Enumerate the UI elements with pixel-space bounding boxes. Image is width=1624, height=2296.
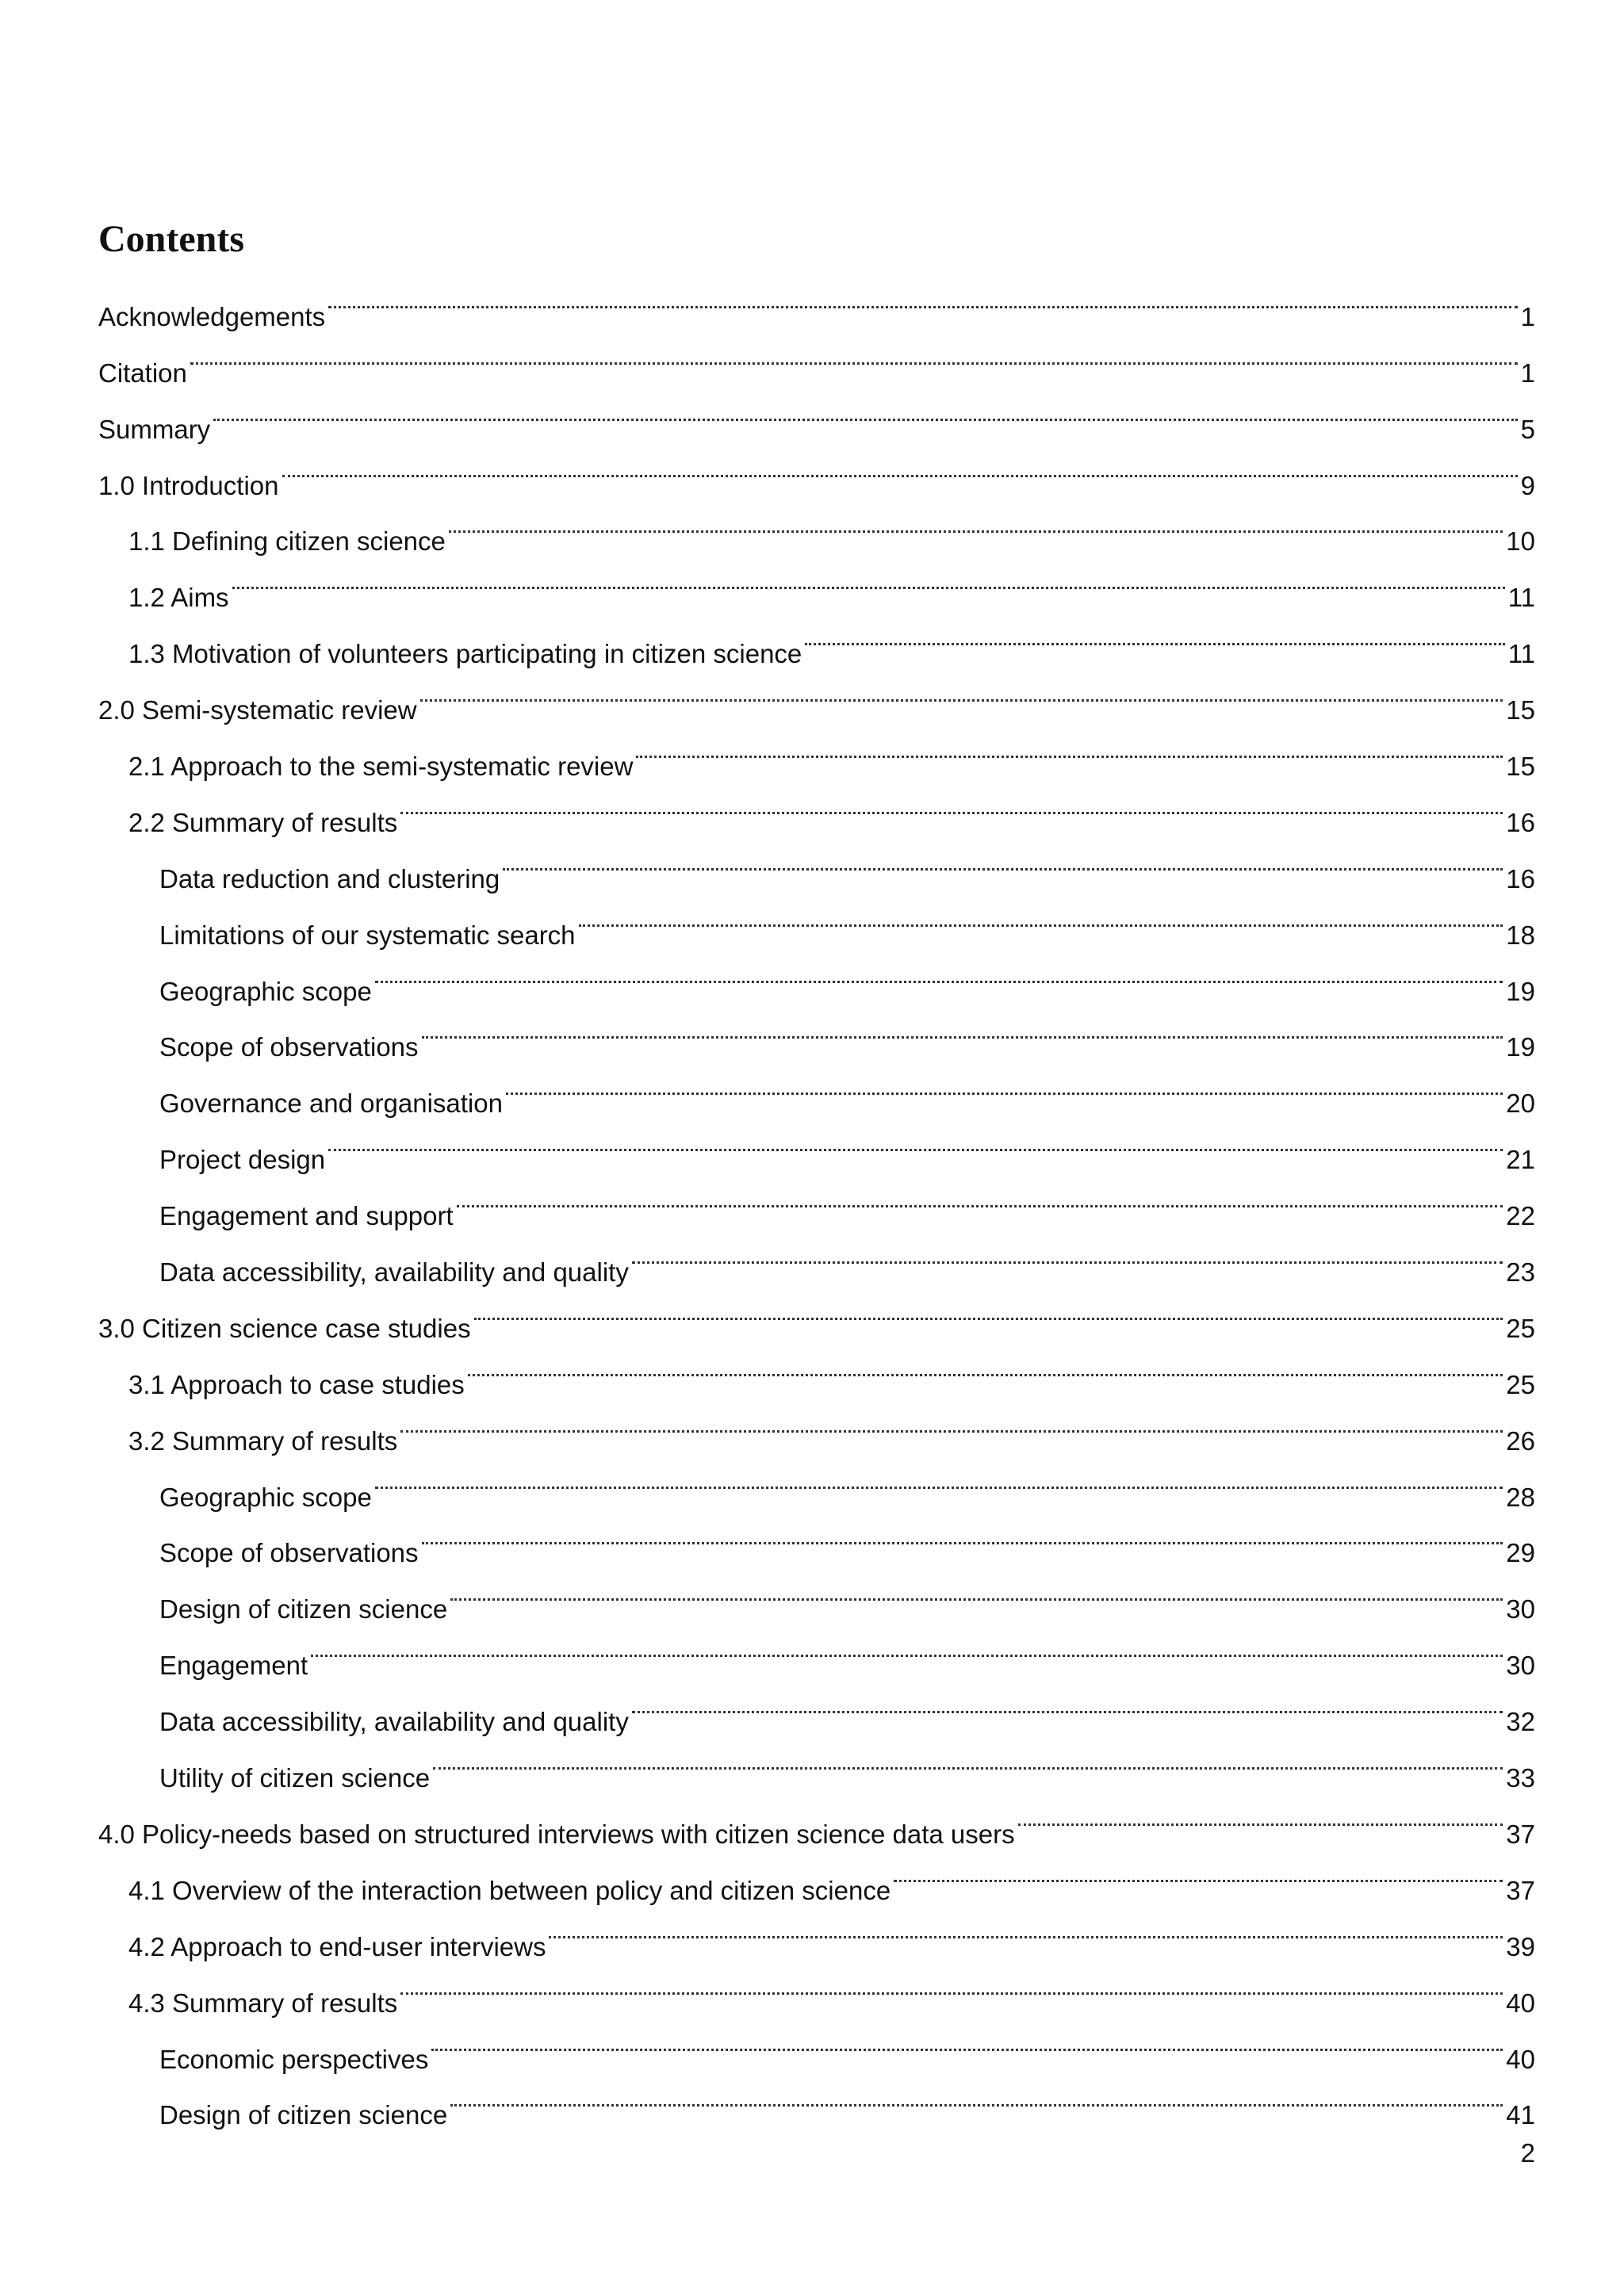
toc-entry-page: 10 <box>1506 526 1535 557</box>
toc-entry-page: 37 <box>1506 1875 1535 1905</box>
dot-leader <box>311 1618 1503 1674</box>
toc-entry-page: 21 <box>1506 1145 1535 1175</box>
toc-entry-label: Engagement <box>159 1651 308 1681</box>
toc-entry-label: 3.1 Approach to case studies <box>128 1369 465 1399</box>
toc-entry-label: 1.2 Aims <box>128 583 229 613</box>
toc-entry-label: Acknowledgements <box>98 301 326 331</box>
dot-leader <box>190 326 1518 382</box>
toc-entry-page: 16 <box>1506 807 1535 837</box>
dot-leader <box>375 944 1503 1001</box>
toc-entry-page: 41 <box>1506 2100 1535 2130</box>
toc-entry-label: Scope of observations <box>159 1538 419 1568</box>
toc-entry-page: 18 <box>1506 920 1535 950</box>
dot-leader <box>468 1337 1503 1394</box>
toc-entry-label: 1.3 Motivation of volunteers participating in citizen science <box>128 639 802 669</box>
toc-entry-page: 19 <box>1506 976 1535 1006</box>
toc-entry-label: Scope of observations <box>159 1032 419 1062</box>
toc-entry[interactable] <box>98 270 1535 331</box>
toc-entry-label: Design of citizen science <box>159 2100 448 2130</box>
toc-entry[interactable] <box>98 495 1535 557</box>
toc-entry[interactable] <box>98 1674 1535 1737</box>
dot-leader <box>400 1956 1503 2012</box>
toc-entry-page: 22 <box>1506 1201 1535 1231</box>
toc-entry-label: Engagement and support <box>159 1201 454 1231</box>
contents-heading: Contents <box>98 218 245 260</box>
dot-leader <box>449 495 1503 551</box>
toc-entry-page: 28 <box>1506 1482 1535 1512</box>
toc-entry-page: 33 <box>1506 1763 1535 1793</box>
toc-entry-label: Project design <box>159 1145 326 1175</box>
dot-leader <box>400 775 1503 832</box>
toc-entry-page: 26 <box>1506 1425 1535 1456</box>
dot-leader <box>420 663 1503 719</box>
toc-entry[interactable] <box>98 550 1535 613</box>
toc-entry-label: 4.3 Summary of results <box>128 1988 398 2018</box>
toc-entry-page: 15 <box>1506 752 1535 782</box>
toc-entry-page: 40 <box>1506 1988 1535 2018</box>
toc-entry-page: 15 <box>1506 695 1535 725</box>
dot-leader <box>506 1056 1503 1112</box>
toc-entry-label: 2.2 Summary of results <box>128 807 398 837</box>
toc-entry-page: 30 <box>1506 1651 1535 1681</box>
toc-entry-page: 20 <box>1506 1089 1535 1119</box>
dot-leader <box>328 270 1517 326</box>
toc-entry-label: 2.1 Approach to the semi-systematic review <box>128 752 634 782</box>
toc-entry-label: Geographic scope <box>159 976 372 1006</box>
toc-entry-label: Data accessibility, availability and quality <box>159 1707 629 1737</box>
dot-leader <box>579 888 1503 944</box>
page-number: 2 <box>1520 2138 1535 2168</box>
toc-entry-label: 3.0 Citizen science case studies <box>98 1313 471 1343</box>
dot-leader <box>503 832 1503 888</box>
toc-entry-page: 23 <box>1506 1257 1535 1288</box>
dot-leader <box>328 1112 1503 1169</box>
toc-entry-label: Economic perspectives <box>159 2044 429 2074</box>
toc-entry-label: 2.0 Semi-systematic review <box>98 695 417 725</box>
dot-leader <box>450 1562 1503 1618</box>
toc-entry-page: 11 <box>1507 639 1535 669</box>
dot-leader <box>433 1731 1503 1787</box>
toc-entry-label: Utility of citizen science <box>159 1763 431 1793</box>
toc-entry-label: Geographic scope <box>159 1482 372 1512</box>
toc-entry[interactable] <box>98 1618 1535 1681</box>
dot-leader <box>282 438 1518 495</box>
toc-entry-label: 4.0 Policy-needs based on structured interviews with citizen science data users <box>98 1819 1015 1849</box>
toc-entry-label: 4.2 Approach to end-user interviews <box>128 1931 546 1961</box>
toc-entry-label: Citation <box>98 358 187 388</box>
dot-leader <box>375 1450 1503 1506</box>
dot-leader <box>457 1169 1503 1225</box>
toc-entry-label: 3.2 Summary of results <box>128 1425 398 1456</box>
toc-entry[interactable] <box>98 326 1535 388</box>
toc-entry-label: Governance and organisation <box>159 1089 503 1119</box>
toc-entry-page: 1 <box>1520 358 1535 388</box>
toc-entry-page: 9 <box>1520 470 1535 500</box>
toc-entry-label: Summary <box>98 414 211 444</box>
toc-entry-page: 16 <box>1506 863 1535 894</box>
dot-leader <box>632 1225 1503 1281</box>
dot-leader <box>232 550 1505 607</box>
dot-leader <box>213 382 1517 438</box>
toc-entry[interactable] <box>98 438 1535 500</box>
toc-entry-page: 39 <box>1506 1931 1535 1961</box>
toc-entry-page: 19 <box>1506 1032 1535 1062</box>
toc-entry[interactable] <box>98 382 1535 444</box>
toc-entry-page: 37 <box>1506 1819 1535 1849</box>
toc-entry[interactable] <box>98 607 1535 669</box>
toc-entry-page: 32 <box>1506 1707 1535 1737</box>
toc-entry-label: Data accessibility, availability and quality <box>159 1257 629 1288</box>
toc-entry-page: 5 <box>1520 414 1535 444</box>
toc-entry-label: 1.1 Defining citizen science <box>128 526 446 557</box>
dot-leader <box>400 1394 1503 1450</box>
dot-leader <box>632 1674 1503 1731</box>
dot-leader <box>450 2068 1503 2125</box>
table-of-contents <box>98 270 1535 2130</box>
toc-entry-label: Data reduction and clustering <box>159 863 500 894</box>
dot-leader <box>474 1281 1503 1337</box>
toc-entry-page: 25 <box>1506 1369 1535 1399</box>
toc-entry-page: 1 <box>1520 301 1535 331</box>
toc-entry-page: 30 <box>1506 1594 1535 1624</box>
toc-entry-label: Design of citizen science <box>159 1594 448 1624</box>
toc-entry-page: 40 <box>1506 2044 1535 2074</box>
dot-leader <box>431 2012 1503 2068</box>
toc-entry-page: 25 <box>1506 1313 1535 1343</box>
dot-leader <box>549 1900 1503 1956</box>
dot-leader <box>894 1843 1503 1900</box>
dot-leader <box>422 1506 1503 1563</box>
document-page <box>98 214 1535 2130</box>
dot-leader <box>805 607 1504 663</box>
toc-entry-page: 11 <box>1507 583 1535 613</box>
dot-leader <box>636 719 1503 775</box>
dot-leader <box>422 1001 1503 1057</box>
dot-leader <box>1018 1787 1503 1843</box>
toc-entry-label: Limitations of our systematic search <box>159 920 576 950</box>
toc-entry-label: 4.1 Overview of the interaction between policy and citizen science <box>128 1875 891 1905</box>
toc-entry-label: 1.0 Introduction <box>98 470 279 500</box>
toc-entry-page: 29 <box>1506 1538 1535 1568</box>
